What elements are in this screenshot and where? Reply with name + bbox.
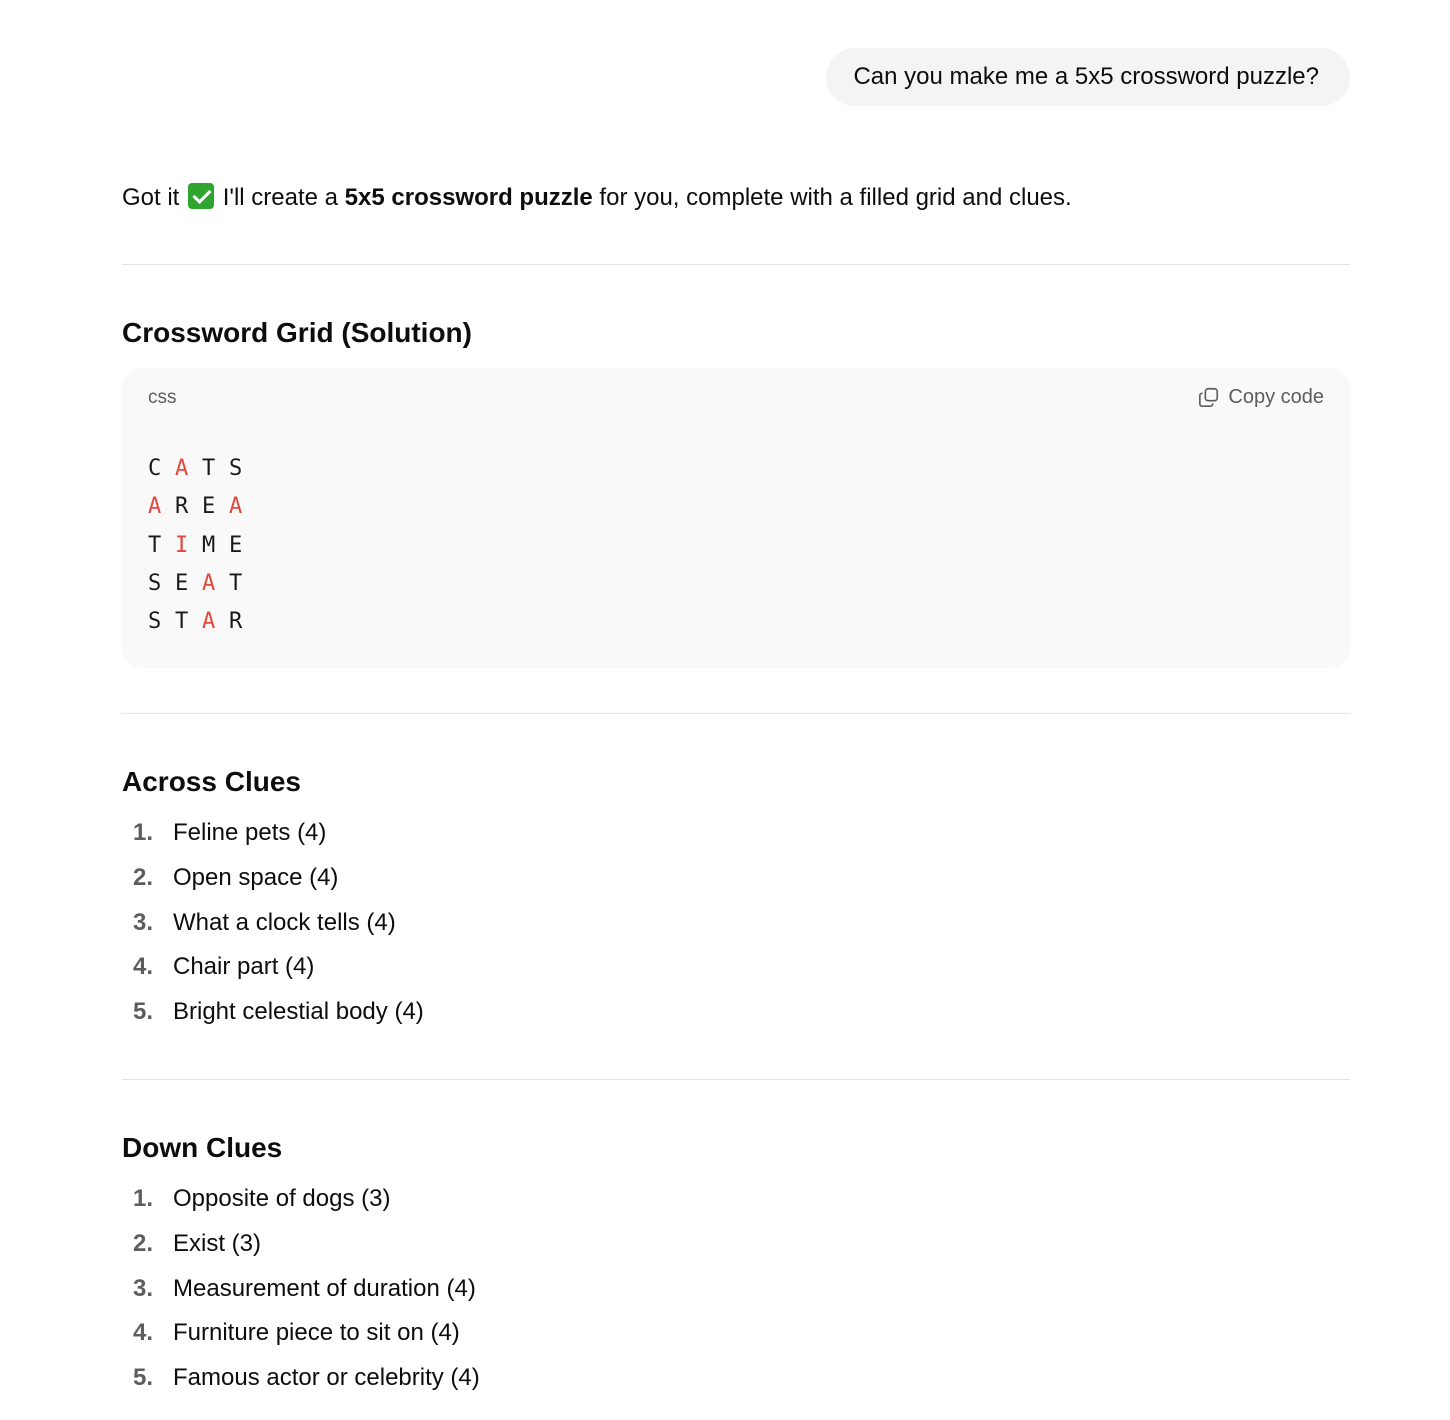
clue-item — [122, 901, 424, 946]
clue-text: Furniture piece to sit on (4) — [173, 1319, 460, 1347]
grid-cell: S — [148, 609, 162, 635]
grid-cell: A — [148, 494, 162, 520]
clue-number: 3. — [133, 908, 154, 936]
clue-text: Exist (3) — [173, 1229, 262, 1257]
intro-middle: I'll create a — [216, 184, 345, 211]
code-block — [122, 368, 1350, 668]
grid-cell: S — [229, 456, 243, 481]
divider — [122, 713, 1350, 714]
clue-number: 4. — [133, 1319, 154, 1347]
grid-row — [148, 488, 256, 526]
grid-cell: A — [202, 570, 216, 596]
grid-cell: A — [175, 456, 189, 481]
clue-number: 1. — [133, 1185, 154, 1212]
grid-cell: R — [175, 494, 189, 520]
clue-text: Opposite of dogs (3) — [173, 1185, 391, 1212]
clue-item — [122, 1222, 480, 1267]
clue-item — [122, 990, 424, 1035]
grid-row — [148, 450, 256, 488]
grid-cell: I — [175, 532, 189, 558]
clue-number: 3. — [133, 1274, 154, 1302]
clue-item — [122, 856, 424, 901]
across-heading: Across Clues — [122, 766, 301, 797]
grid-cell: A — [229, 494, 243, 520]
grid-cell: T — [175, 609, 189, 635]
copy-icon — [1198, 386, 1220, 408]
clue-item — [122, 945, 424, 990]
clue-item — [122, 811, 424, 856]
divider — [122, 1079, 1350, 1080]
grid-heading: Crossword Grid (Solution) — [122, 317, 472, 348]
clue-number: 5. — [133, 1364, 154, 1392]
clue-item — [122, 1267, 480, 1312]
intro-prefix: Got it — [122, 184, 180, 211]
grid-cell: R — [229, 609, 243, 635]
grid-cell: E — [229, 532, 243, 558]
clue-number: 2. — [133, 1229, 154, 1257]
grid-cell: E — [175, 570, 189, 596]
grid-cell: C — [148, 456, 162, 481]
copy-code-label: Copy code — [1228, 386, 1324, 408]
code-language-label: css — [148, 387, 177, 408]
user-message-bubble — [826, 48, 1350, 106]
grid-row — [148, 603, 256, 641]
grid-row — [148, 527, 256, 565]
intro-bold: 5x5 crossword puzzle — [344, 184, 593, 211]
check-mark-icon — [188, 183, 214, 209]
grid-cell: E — [202, 494, 216, 520]
assistant-intro — [122, 182, 1072, 214]
clue-text: What a clock tells (4) — [173, 908, 396, 936]
grid-cell: A — [202, 609, 216, 635]
clue-item — [122, 1356, 480, 1401]
down-heading: Down Clues — [122, 1132, 283, 1163]
clue-text: Bright celestial body (4) — [173, 998, 424, 1026]
grid-cell: M — [202, 532, 216, 558]
clue-text: Feline pets (4) — [173, 819, 327, 846]
grid-cell: S — [148, 570, 162, 596]
across-clues-list — [122, 811, 424, 1035]
clue-item — [122, 1177, 480, 1222]
clue-text: Famous actor or celebrity (4) — [173, 1364, 480, 1392]
copy-code-button[interactable] — [1198, 384, 1324, 410]
grid-cell: T — [148, 532, 162, 558]
divider — [122, 264, 1350, 265]
clue-number: 5. — [133, 998, 154, 1026]
clue-text: Chair part (4) — [173, 953, 315, 981]
down-clues-list — [122, 1177, 480, 1401]
clue-item — [122, 1311, 480, 1356]
clue-number: 2. — [133, 863, 154, 891]
grid-cell: T — [229, 570, 243, 596]
grid-cell: T — [202, 456, 216, 481]
intro-suffix: for you, complete with a filled grid and clues. — [592, 184, 1072, 211]
crossword-grid — [148, 450, 256, 641]
clue-text: Open space (4) — [173, 863, 339, 891]
clue-number: 4. — [133, 953, 154, 981]
grid-row — [148, 565, 256, 603]
clue-text: Measurement of duration (4) — [173, 1274, 476, 1302]
clue-number: 1. — [133, 819, 154, 846]
user-message-text: Can you make me a 5x5 crossword puzzle? — [853, 63, 1319, 90]
